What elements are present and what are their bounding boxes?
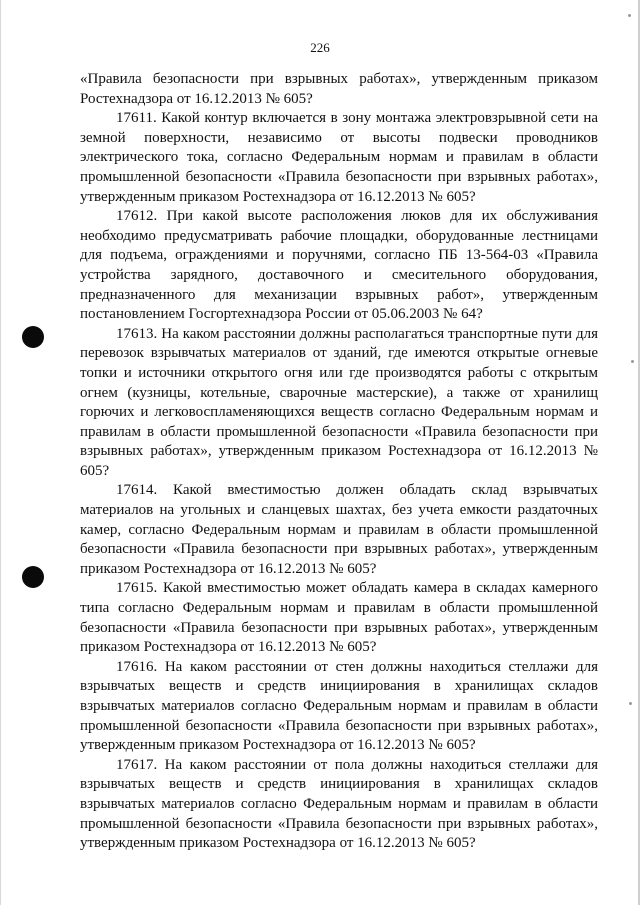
punch-hole-mark bbox=[22, 566, 44, 588]
punch-hole-mark bbox=[22, 326, 44, 348]
paragraph-continuation: «Правила безопасности при взрывных работах», утвержденным приказом Ростехнадзора от 16.12.2013 № 605? bbox=[80, 71, 598, 107]
question-17614: 17614. Какой вместимостью должен обладать склад взрывчатых материалов на угольных и сланцевых шахтах, без учета емкости раздаточных камер, согласно Федеральным нормам и правилам в области промышленной безопасности «Правила безопасности при взрывных работах», утвержденным приказом Ростехнадзора от 16.12.2013 № 605? bbox=[80, 482, 598, 577]
question-17616: 17616. На каком расстоянии от стен должны находиться стеллажи для взрывчатых веществ и средств инициирования в хранилищах складов взрывчатых материалов согласно Федеральным нормам и правилам в области промышленной безопасности «Правила безопасности при взрывных работах», утвержденным приказом Ростехнадзора от 16.12.2013 № 605? bbox=[80, 658, 598, 754]
document-body bbox=[80, 70, 598, 854]
question-17612: 17612. При какой высоте расположения люков для их обслуживания необходимо предусматривать рабочие площадки, оборудованные лестницами для подъема, ограждениями и поручнями, согласно ПБ 13-564-03 «Правила устройства зарядного, доставочного и смесительного оборудования, предназначенного для механизации взрывных работ», утвержденным постановлением Госгортехнадзора России от 05.06.2003 № 64? bbox=[80, 208, 598, 323]
scan-speck bbox=[629, 702, 632, 705]
page-number: 226 bbox=[310, 40, 330, 55]
scan-speck bbox=[628, 14, 631, 17]
question-17617: 17617. На каком расстоянии от пола должны находиться стеллажи для взрывчатых веществ и средств инициирования в хранилищах складов взрывчатых материалов согласно Федеральным нормам и правилам в области промышленной безопасности «Правила безопасности при взрывных работах», утвержденным приказом Ростехнадзора от 16.12.2013 № 605? bbox=[80, 756, 598, 852]
scan-speck bbox=[631, 360, 634, 363]
question-17611: 17611. Какой контур включается в зону монтажа электровзрывной сети на земной поверхности, независимо от высоты подвески проводников электрического тока, согласно Федеральным нормам и правилам в области промышленной безопасности «Правила безопасности при взрывных работах», утвержденным приказом Ростехнадзора от 16.12.2013 № 605? bbox=[80, 110, 598, 205]
question-17613: 17613. На каком расстоянии должны располагаться транспортные пути для перевозок взрывчатых материалов от зданий, где имеются открытые огневые топки и источники открытого огня или где производятся работы с открытым огнем (кузницы, котельные, сварочные мастерские), а также от хранилищ горючих и легковоспламеняющихся веществ согласно Федеральным нормам и правилам в области промышленной безопасности «Правила безопасности при взрывных работах», утвержденным приказом Ростехнадзора от 16.12.2013 № 605? bbox=[80, 325, 598, 479]
question-17615: 17615. Какой вместимостью может обладать камера в складах камерного типа согласно Федеральным нормам и правилам в области промышленной безопасности «Правила безопасности при взрывных работах», утвержденным приказом Ростехнадзора от 16.12.2013 № 605? bbox=[80, 580, 598, 656]
